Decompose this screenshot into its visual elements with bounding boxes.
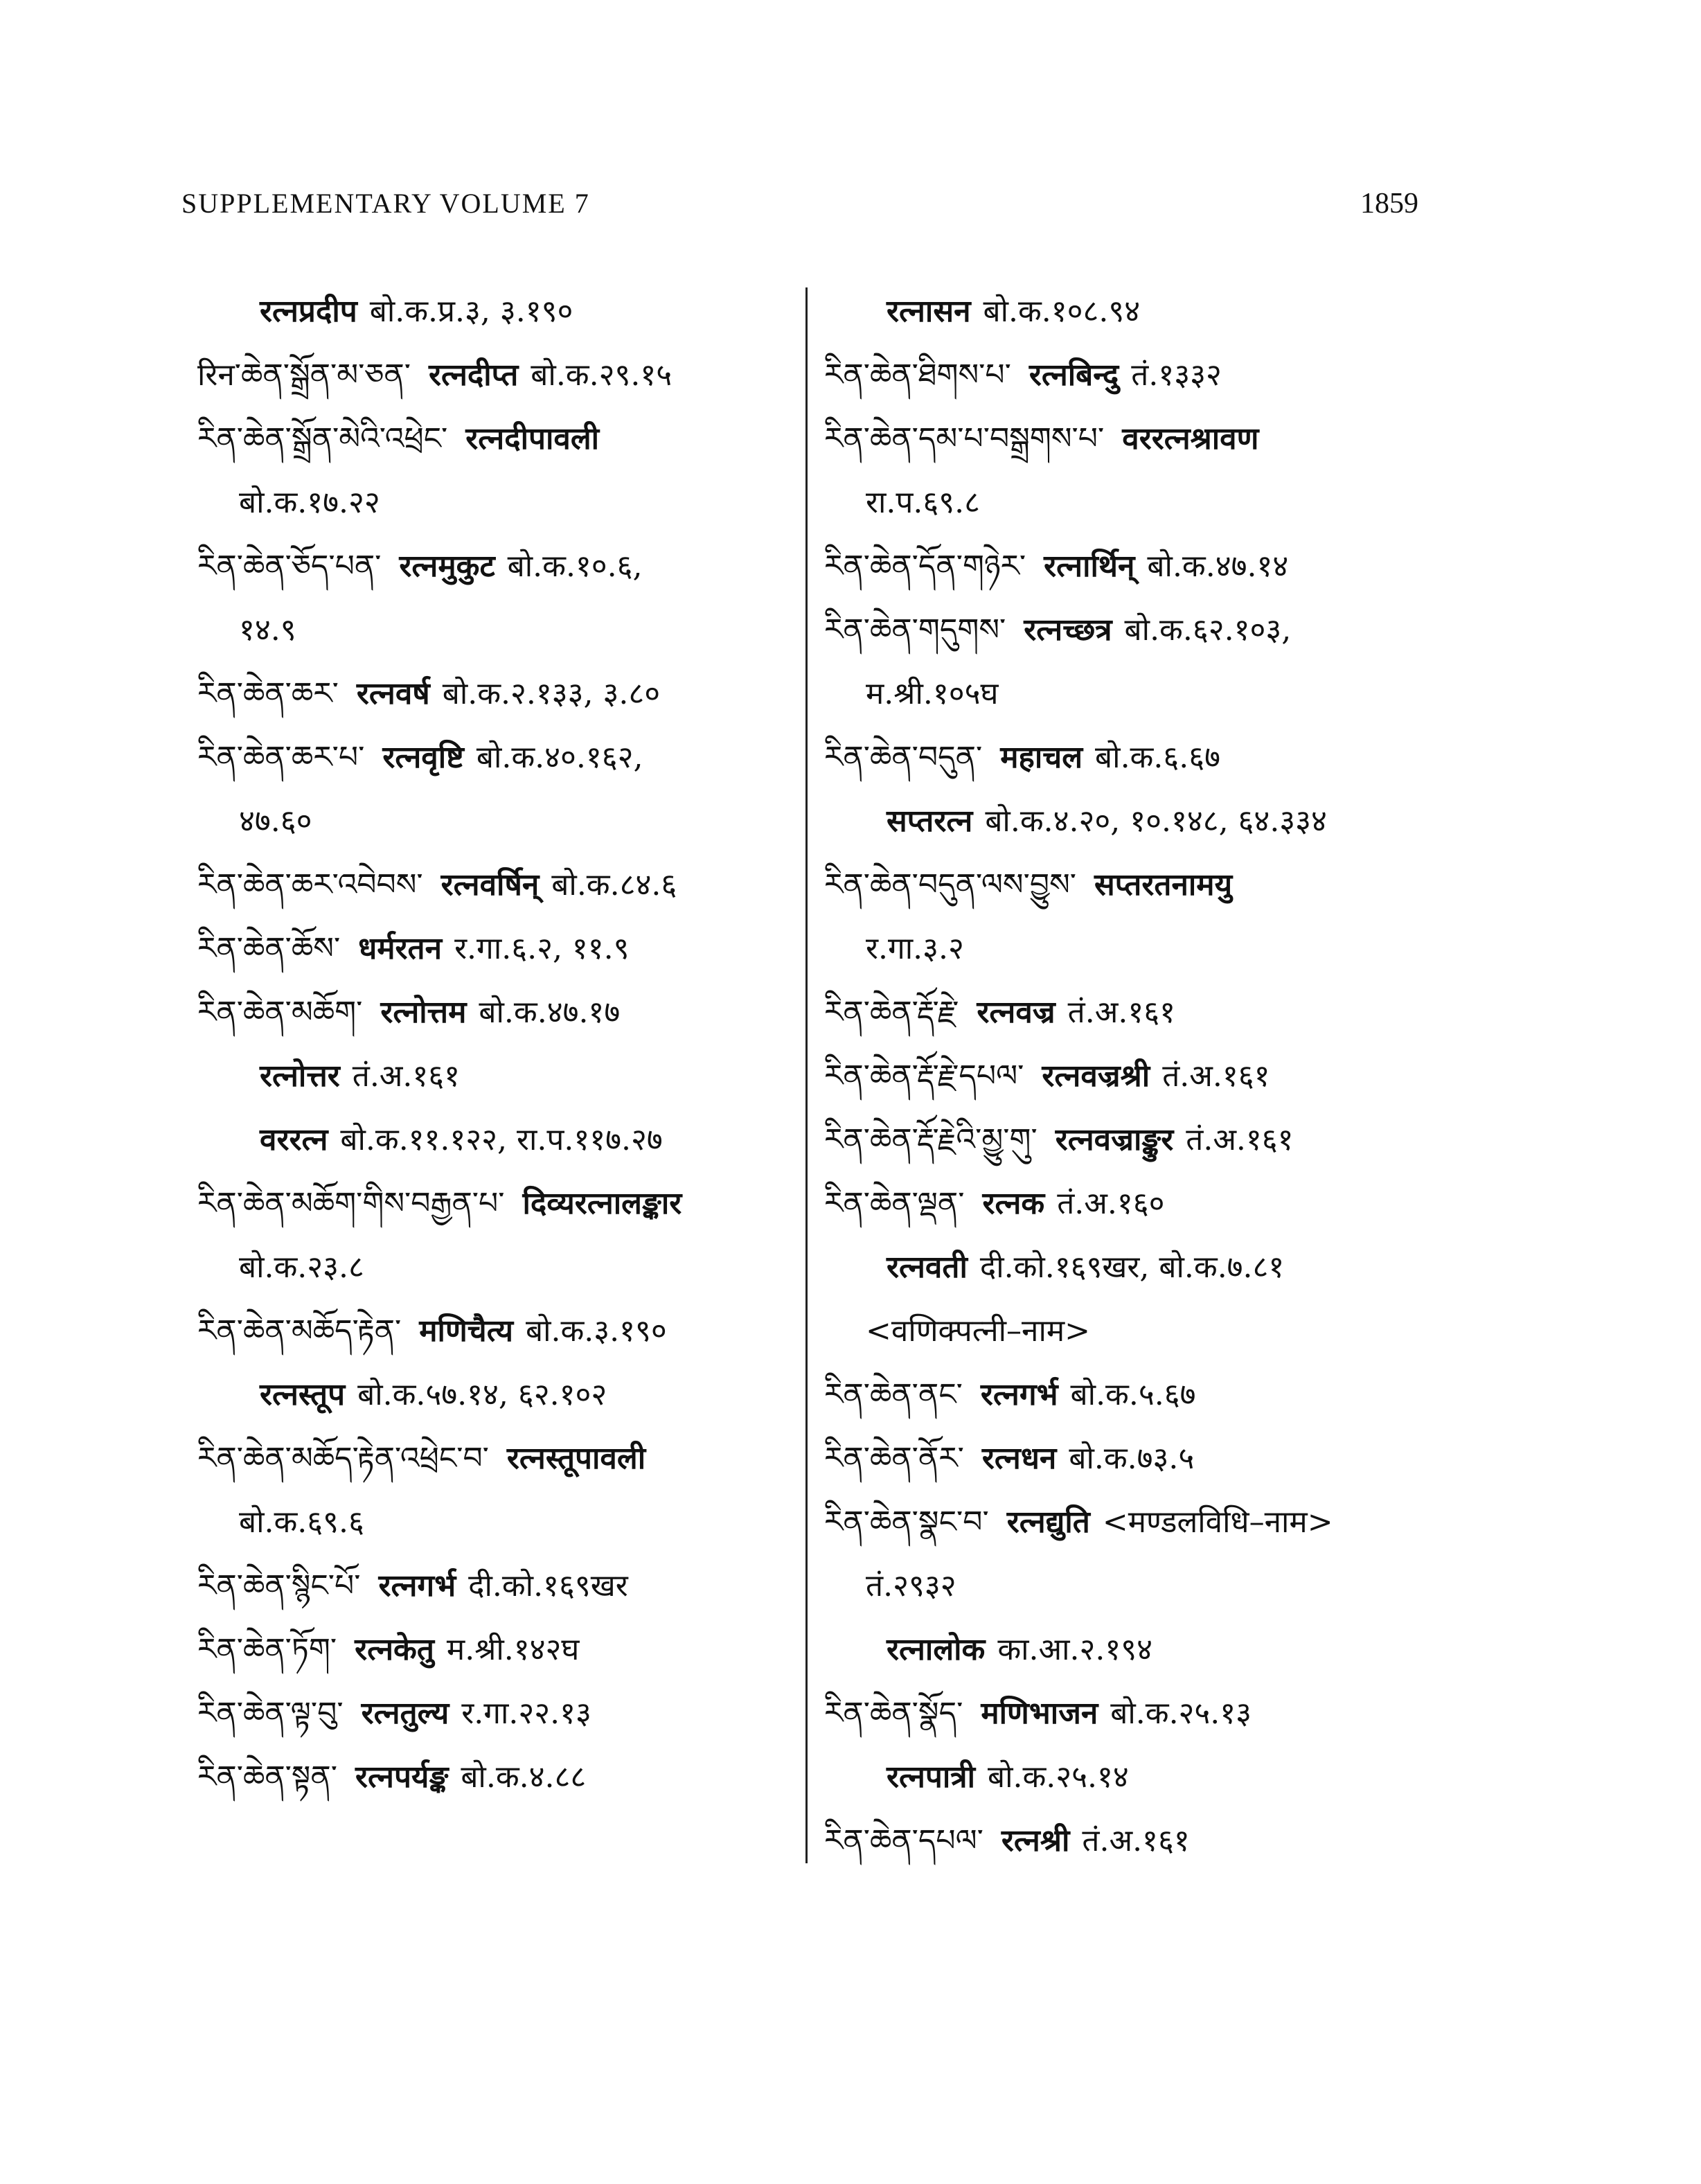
- sanskrit-equivalent: रत्नवृष्टि: [382, 740, 464, 775]
- dictionary-entry: [824, 1183, 1448, 1225]
- dictionary-entry: [197, 1502, 807, 1543]
- source-reference: बो.क.७३.५: [1069, 1441, 1195, 1476]
- source-reference: बो.क.४०.१६२,: [476, 740, 643, 775]
- sanskrit-equivalent: रत्नदीप्त: [428, 357, 519, 393]
- source-reference: बो.क.५.६७: [1070, 1377, 1196, 1412]
- source-reference: बो.क.५७.१४, ६२.१०२: [357, 1377, 607, 1412]
- dictionary-entry: [824, 610, 1448, 651]
- source-reference: बो.क.२५.१३: [1110, 1696, 1252, 1731]
- source-reference: दी.को.१६९खर: [468, 1568, 628, 1604]
- dictionary-entry: [824, 1374, 1448, 1416]
- page-number: 1859: [1360, 188, 1418, 220]
- sanskrit-equivalent: रत्नगर्भ: [980, 1377, 1058, 1412]
- source-reference: बो.क.११.१२२, रा.प.११७.२७: [340, 1122, 663, 1157]
- tibetan-headword: रिन་ཆེན་སྒྲོན་མ་ཅན་: [197, 357, 411, 393]
- sanskrit-equivalent: रत्नश्री: [1001, 1823, 1070, 1858]
- sanskrit-equivalent: रत्नवज्राङ्कुर: [1055, 1122, 1174, 1157]
- source-reference: बो.क.१०८.९४: [983, 294, 1141, 329]
- sanskrit-equivalent: रत्नवज्रश्री: [1042, 1058, 1150, 1094]
- dictionary-entry: [197, 1183, 807, 1225]
- source-reference: बो.क.३.१९०: [525, 1313, 667, 1349]
- sanskrit-equivalent: रत्नदीपावली: [465, 421, 600, 456]
- dictionary-entry: [824, 673, 1448, 715]
- dictionary-entry: [824, 1502, 1448, 1543]
- sanskrit-equivalent: दिव्यरत्नालङ्कार: [522, 1186, 682, 1221]
- source-reference: बो.क.४७.१७: [479, 995, 621, 1030]
- source-reference: तं.अ.१६१: [1082, 1823, 1190, 1858]
- dictionary-entry: [824, 1565, 1448, 1607]
- sanskrit-equivalent: रत्नधन: [981, 1441, 1057, 1476]
- sanskrit-equivalent: रत्नगर्भ: [378, 1568, 456, 1604]
- sanskrit-equivalent: वररत्न: [260, 1122, 328, 1157]
- source-reference: बो.क.४.२०, १०.१४८, ६४.३३४: [985, 804, 1327, 839]
- sanskrit-equivalent: रत्नक: [982, 1186, 1045, 1221]
- source-reference: बो.क.४.८८: [461, 1759, 587, 1795]
- source-reference: बो.क.प्र.३, ३.१९०: [369, 294, 573, 329]
- dictionary-entry: [197, 864, 807, 906]
- sanskrit-equivalent: रत्नवज्र: [977, 995, 1056, 1030]
- dictionary-entry: [824, 737, 1448, 779]
- tibetan-headword: རིན་ཆེན་མཆོག་: [197, 995, 363, 1030]
- source-reference: तं.अ.१६०: [1057, 1186, 1165, 1221]
- source-reference: बो.क.१०.६,: [507, 549, 643, 584]
- sanskrit-equivalent: मणिभाजन: [981, 1696, 1098, 1731]
- dictionary-entry: [197, 673, 807, 715]
- tibetan-headword: རིན་ཆེན་སྙིང་པོ་: [197, 1568, 361, 1604]
- tibetan-headword: རིན་ཆེན་ཆར་འབེབས་: [197, 867, 423, 903]
- tibetan-headword: རིན་ཆེན་ཐིགས་པ་: [824, 357, 1011, 393]
- tibetan-headword: རིན་ཆེན་ལྟ་བུ་: [197, 1696, 344, 1731]
- sanskrit-equivalent: महाचल: [1000, 740, 1083, 775]
- dictionary-entry: [824, 801, 1448, 842]
- dictionary-entry: [824, 864, 1448, 906]
- tibetan-headword: རིན་ཆེན་རྡོ་རྗེ་: [824, 995, 959, 1030]
- sanskrit-equivalent: रत्नपर्यङ्क: [355, 1759, 449, 1795]
- dictionary-entry: [824, 1629, 1448, 1671]
- tibetan-headword: རིན་ཆེན་ཏོག་: [197, 1632, 337, 1667]
- sanskrit-equivalent: रत्नस्तूप: [260, 1377, 346, 1412]
- tibetan-headword: རིན་ཆེན་མཆོད་རྟེན་: [197, 1313, 402, 1349]
- tibetan-headword: རིན་ཆེན་གདུགས་: [824, 612, 1006, 648]
- source-reference: म.श्री.१०५घ: [866, 676, 999, 711]
- sanskrit-equivalent: सप्तरत्न: [887, 804, 973, 839]
- dictionary-entry: [824, 992, 1448, 1033]
- dictionary-entry: [197, 1757, 807, 1798]
- dictionary-entry: [824, 1056, 1448, 1097]
- tibetan-headword: རིན་ཆེན་ལྡན་: [824, 1186, 965, 1221]
- source-reference: बो.क.२९.१५: [531, 357, 673, 393]
- dictionary-entry: [197, 1056, 807, 1097]
- source-reference: तं.अ.१६१: [1186, 1122, 1294, 1157]
- right-column: [824, 291, 1448, 1884]
- dictionary-entry: [197, 801, 807, 842]
- tibetan-headword: རིན་ཆེན་རྡོ་རྗེའི་མྱུ་གུ་: [824, 1122, 1037, 1157]
- running-title: SUPPLEMENTARY VOLUME 7: [181, 188, 590, 219]
- source-reference: म.श्री.१४२घ: [446, 1632, 580, 1667]
- tibetan-headword: རིན་ཆེན་ཆར་: [197, 676, 339, 711]
- source-reference: बो.क.६२.१०३,: [1124, 612, 1292, 648]
- source-reference: बो.क.८४.६: [551, 867, 677, 903]
- source-reference: तं.२९३२: [866, 1568, 956, 1604]
- sanskrit-equivalent: रत्नस्तूपावली: [506, 1441, 646, 1476]
- dictionary-entry: [824, 1438, 1448, 1480]
- source-reference: बो.क.२.१३३, ३.८०: [442, 676, 661, 711]
- tibetan-headword: རིན་ཆེན་ཅོད་པན་: [197, 549, 382, 584]
- tibetan-headword: རིན་ཆེན་དམ་པ་བསྒྲགས་པ་: [824, 421, 1105, 456]
- sanskrit-equivalent: रत्नमुकुट: [399, 549, 495, 584]
- source-reference: तं.अ.१६१: [1162, 1058, 1270, 1094]
- source-reference: बो.क.२५.१४: [988, 1759, 1129, 1795]
- sanskrit-equivalent: सप्तरतनामयु: [1094, 867, 1233, 903]
- tibetan-headword: རིན་ཆེན་སྣོད་: [824, 1696, 963, 1731]
- tibetan-headword: རིན་ཆེན་སྣང་བ་: [824, 1504, 989, 1540]
- dictionary-entry: [197, 1119, 807, 1161]
- dictionary-entry: [197, 1565, 807, 1607]
- source-reference: दी.को.१६९खर, बो.क.७.८१: [979, 1250, 1285, 1285]
- source-reference: तं.१३३२: [1131, 357, 1222, 393]
- dictionary-entry: [197, 1247, 807, 1288]
- dictionary-entry: [824, 1119, 1448, 1161]
- tibetan-headword: རིན་ཆེན་བདུན་ལས་བྱུས་: [824, 867, 1077, 903]
- sanskrit-equivalent: रत्नवर्ष: [356, 676, 430, 711]
- dictionary-entry: [824, 546, 1448, 587]
- dictionary-entry: [824, 1693, 1448, 1734]
- source-reference: <मण्डलविधि–नाम>: [1102, 1504, 1333, 1540]
- source-reference: र.गा.२२.१३: [461, 1696, 591, 1731]
- dictionary-entry: [197, 418, 807, 460]
- sanskrit-equivalent: रत्नोत्तर: [260, 1058, 340, 1094]
- source-reference: र.गा.३.२: [866, 931, 964, 966]
- source-reference: ४७.६०: [239, 804, 312, 839]
- tibetan-headword: རིན་ཆེན་སྒྲོན་མེའི་འཕྲེང་: [197, 421, 448, 456]
- dictionary-entry: [197, 992, 807, 1033]
- source-reference: रा.प.६९.८: [866, 485, 980, 520]
- source-reference: बो.क.२३.८: [239, 1250, 364, 1285]
- sanskrit-equivalent: रत्नालोक: [887, 1632, 986, 1667]
- sanskrit-equivalent: रत्नच्छत्र: [1024, 612, 1112, 648]
- sanskrit-equivalent: रत्नप्रदीप: [260, 294, 357, 329]
- dictionary-entry: [824, 1820, 1448, 1862]
- dictionary-entry: [824, 1311, 1448, 1352]
- dictionary-entry: [824, 1757, 1448, 1798]
- sanskrit-equivalent: रत्नतुल्य: [361, 1696, 449, 1731]
- dictionary-entry: [197, 737, 807, 779]
- sanskrit-equivalent: रत्नोत्तम: [380, 995, 467, 1030]
- tibetan-headword: རིན་ཆེན་ཆར་པ་: [197, 740, 365, 775]
- sanskrit-equivalent: रत्नद्युति: [1006, 1504, 1090, 1540]
- tibetan-headword: རིན་ཆེན་དཔལ་: [824, 1823, 983, 1858]
- source-reference: र.गा.६.२, ११.९: [454, 931, 630, 966]
- tibetan-headword: རིན་ཆེན་དོན་གཉེར་: [824, 549, 1026, 584]
- source-reference: का.आ.२.१९४: [997, 1632, 1152, 1667]
- dictionary-entry: [197, 1629, 807, 1671]
- sanskrit-equivalent: रत्नासन: [887, 294, 971, 329]
- source-reference: बो.क.६.६७: [1095, 740, 1220, 775]
- dictionary-entry: [824, 928, 1448, 970]
- sanskrit-equivalent: रत्नकेतु: [355, 1632, 434, 1667]
- source-reference: <वणिक्पत्नी–नाम>: [866, 1313, 1091, 1349]
- column-divider: [805, 287, 808, 1863]
- tibetan-headword: རིན་ཆེན་ནོར་: [824, 1441, 964, 1476]
- tibetan-headword: རིན་ཆེན་རྡོ་རྗེ་དཔལ་: [824, 1058, 1024, 1094]
- sanskrit-equivalent: रत्नार्थिन्: [1044, 549, 1135, 584]
- dictionary-entry: [197, 546, 807, 587]
- dictionary-entry: [197, 482, 807, 524]
- source-reference: बो.क.६९.६: [239, 1504, 364, 1540]
- dictionary-entry: [197, 1311, 807, 1352]
- sanskrit-equivalent: मणिचैत्य: [419, 1313, 513, 1349]
- left-column: [197, 291, 807, 1820]
- source-reference: तं.अ.१६१: [352, 1058, 461, 1094]
- source-reference: बो.क.४७.१४: [1147, 549, 1289, 584]
- tibetan-headword: རིན་ཆེན་བདུན་: [824, 740, 983, 775]
- dictionary-entry: [824, 482, 1448, 524]
- sanskrit-equivalent: रत्नवती: [887, 1250, 968, 1285]
- sanskrit-equivalent: रत्नपात्री: [887, 1759, 975, 1795]
- dictionary-entry: [197, 1438, 807, 1480]
- dictionary-entry: [824, 291, 1448, 332]
- tibetan-headword: རིན་ཆེན་སྟན་: [197, 1759, 338, 1795]
- source-reference: बो.क.१७.२२: [239, 485, 380, 520]
- dictionary-entry: [197, 1374, 807, 1416]
- source-reference: १४.९: [239, 612, 296, 648]
- dictionary-entry: [824, 418, 1448, 460]
- dictionary-entry: [197, 1693, 807, 1734]
- sanskrit-equivalent: रत्नबिन्दु: [1028, 357, 1119, 393]
- dictionary-entry: [197, 291, 807, 332]
- tibetan-headword: རིན་ཆེན་ནང་: [824, 1377, 963, 1412]
- sanskrit-equivalent: रत्नवर्षिन्: [440, 867, 540, 903]
- tibetan-headword: རིན་ཆེན་མཆོག་གིས་བརྒྱན་པ་: [197, 1186, 505, 1221]
- dictionary-entry: [824, 1247, 1448, 1288]
- tibetan-headword: རིན་ཆེན་ཆོས་: [197, 931, 341, 966]
- dictionary-entry: [824, 355, 1448, 396]
- dictionary-entry: [197, 928, 807, 970]
- sanskrit-equivalent: वररत्नश्रावण: [1122, 421, 1259, 456]
- sanskrit-equivalent: धर्मरतन: [358, 931, 443, 966]
- source-reference: तं.अ.१६१: [1067, 995, 1175, 1030]
- dictionary-entry: [197, 610, 807, 651]
- dictionary-entry: [197, 355, 807, 396]
- tibetan-headword: རིན་ཆེན་མཆོད་རྟེན་འཕྲེང་བ་: [197, 1441, 489, 1476]
